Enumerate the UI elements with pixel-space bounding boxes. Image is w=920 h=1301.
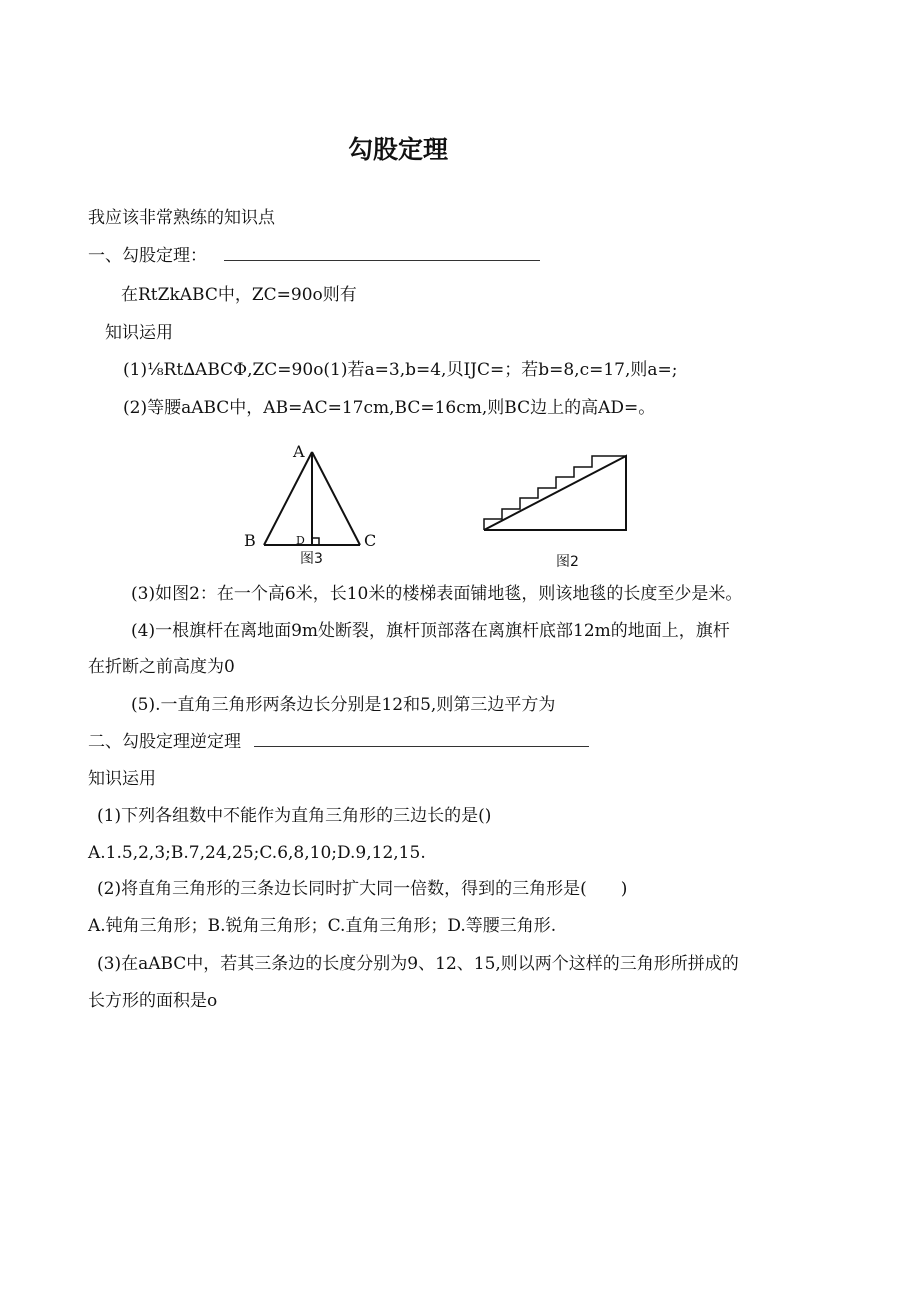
- label-d: D: [296, 534, 305, 547]
- practice-label: 知识运用: [105, 323, 173, 343]
- practice-label-2: 知识运用: [88, 769, 156, 789]
- question-1: (1)⅛Rt∆ABCΦ,ZC=90o(1)若a=3,b=4,贝IJC=；若b=8,c=17,则a=;: [123, 360, 678, 380]
- figure-3-triangle: [240, 440, 390, 572]
- label-b: B: [244, 531, 256, 550]
- figure-3-caption: 图3: [300, 551, 323, 567]
- section2-heading-row: [88, 731, 589, 753]
- section2-heading: 二、勾股定理逆定理: [88, 732, 241, 752]
- reverse-question-2-options: A.钝角三角形；B.锐角三角形；C.直角三角形；D.等腰三角形.: [88, 916, 557, 936]
- reverse-question-1-options: A.1.5,2,3;B.7,24,25;C.6,8,10;D.9,12,15.: [88, 843, 426, 863]
- answer-blank: [254, 732, 589, 747]
- reverse-question-2: (2)将直角三角形的三条边长同时扩大同一倍数，得到的三角形是( ): [97, 879, 628, 899]
- question-5: (5).一直角三角形两条边长分别是12和5,则第三边平方为: [131, 695, 556, 715]
- reverse-question-3-line-1: (3)在aABC中，若其三条边的长度分别为9、12、15,则以两个这样的三角形所拼成的: [97, 954, 739, 974]
- intro-heading: 我应该非常熟练的知识点: [88, 208, 275, 228]
- question-4-line-2: 在折断之前高度为0: [88, 657, 235, 677]
- theorem-statement: 在RtZkABC中，ZC=90o则有: [121, 285, 357, 305]
- section1-heading-row: [88, 245, 540, 267]
- question-3: (3)如图2：在一个高6米，长10米的楼梯表面铺地毯，则该地毯的长度至少是米。: [131, 584, 743, 604]
- answer-blank: [224, 246, 540, 261]
- reverse-question-1: (1)下列各组数中不能作为直角三角形的三边长的是(): [97, 806, 492, 826]
- reverse-question-3-line-2: 长方形的面积是o: [88, 991, 218, 1011]
- figure-2-caption: 图2: [556, 554, 579, 570]
- label-c: C: [364, 531, 377, 550]
- label-a: A: [293, 442, 305, 461]
- figure-2-staircase: [478, 450, 638, 578]
- question-4-line-1: (4)一根旗杆在离地面9m处断裂，旗杆顶部落在离旗杆底部12m的地面上，旗杆: [131, 621, 730, 641]
- section1-heading: 一、勾股定理：: [88, 246, 207, 266]
- page-title: 勾股定理: [347, 135, 448, 164]
- question-2: (2)等腰aABC中，AB=AC=17cm,BC=16cm,则BC边上的高AD=。: [123, 398, 656, 418]
